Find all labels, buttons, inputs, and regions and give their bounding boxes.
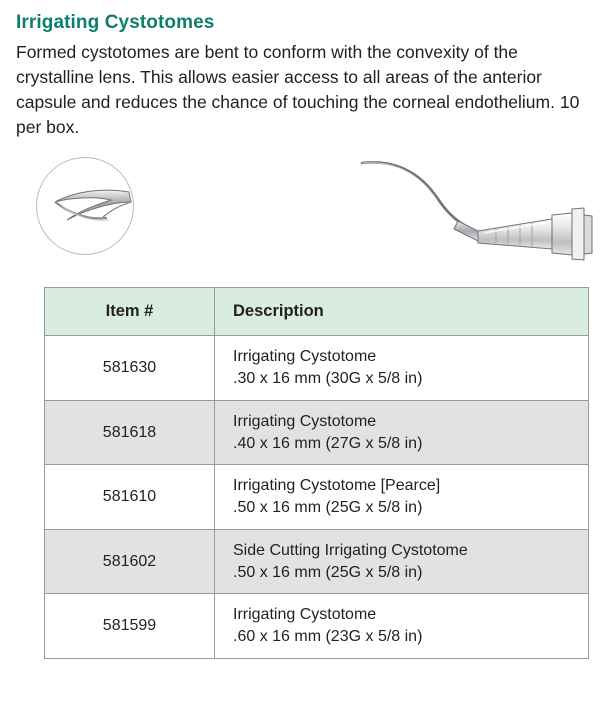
- item-spec: .40 x 16 mm (27G x 5/8 in): [233, 434, 423, 452]
- table-row[interactable]: [45, 529, 589, 594]
- column-header-item: Item #: [45, 288, 215, 336]
- item-number: 581618: [45, 400, 215, 465]
- item-number: 581599: [45, 594, 215, 659]
- item-name: Irrigating Cystotome: [233, 606, 377, 624]
- item-name: Irrigating Cystotome [Pearce]: [233, 477, 441, 495]
- item-description: [215, 465, 589, 530]
- item-description: [215, 336, 589, 401]
- page-title: Irrigating Cystotomes: [16, 12, 215, 33]
- item-number: 581630: [45, 336, 215, 401]
- cystotome-tip-detail-icon: [36, 157, 134, 255]
- table-row[interactable]: [45, 465, 589, 530]
- column-header-description: Description: [215, 288, 589, 336]
- item-number: 581610: [45, 465, 215, 530]
- item-description: [215, 594, 589, 659]
- irrigating-cystotome-cannula-icon: [346, 153, 606, 263]
- item-description: [215, 400, 589, 465]
- intro-paragraph: Formed cystotomes are bent to conform with the convexity of the crystalline lens. This allows easier access to all areas of the anterior capsule and reduces the chance of touching the corneal endothelium. 10 per box.: [16, 42, 580, 137]
- table-row[interactable]: [45, 336, 589, 401]
- table-header-row: [45, 288, 589, 336]
- item-name: Irrigating Cystotome: [233, 348, 377, 366]
- item-spec: .60 x 16 mm (23G x 5/8 in): [233, 628, 423, 646]
- item-spec: .50 x 16 mm (25G x 5/8 in): [233, 499, 423, 517]
- item-description: [215, 529, 589, 594]
- item-name: Irrigating Cystotome: [233, 412, 377, 430]
- item-number: 581602: [45, 529, 215, 594]
- product-table: [44, 287, 589, 659]
- item-spec: .30 x 16 mm (30G x 5/8 in): [233, 370, 423, 388]
- table-row[interactable]: [45, 594, 589, 659]
- table-row[interactable]: [45, 400, 589, 465]
- figure-group: [16, 153, 594, 283]
- item-spec: .50 x 16 mm (25G x 5/8 in): [233, 563, 423, 581]
- item-name: Side Cutting Irrigating Cystotome: [233, 541, 468, 559]
